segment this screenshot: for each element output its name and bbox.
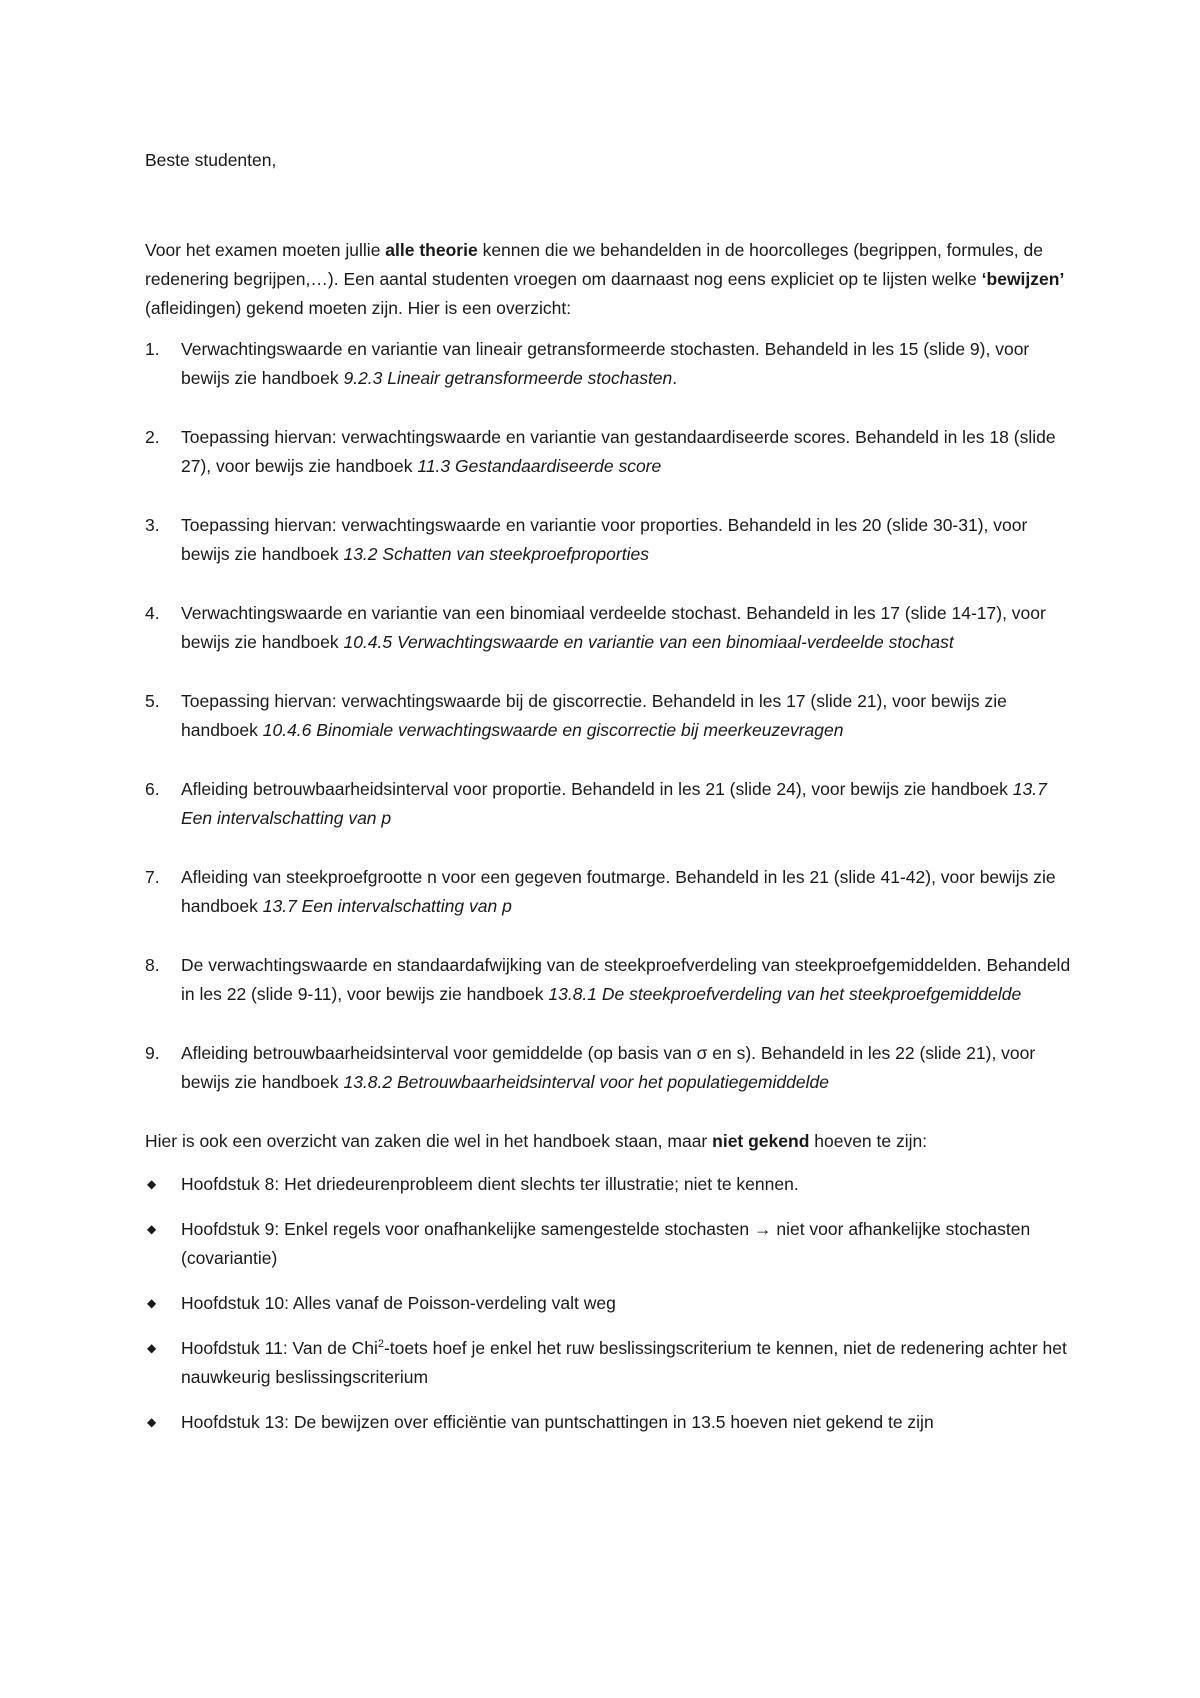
excluded-item-chapter-13: [145, 1408, 1075, 1437]
outro-text: hoeven te zijn:: [809, 1131, 928, 1151]
proof-item: [145, 511, 1075, 569]
intro-text: Voor het examen moeten jullie: [145, 240, 386, 260]
proof-text: Verwachtingswaarde en variantie van lineair getransformeerde stochasten. Behandeld in les 15 (slide 9), voor bewijs zie handboek: [181, 339, 1030, 388]
excluded-text: Hoofdstuk 10: Alles vanaf de Poisson-verdeling valt weg: [181, 1293, 616, 1313]
proof-number: 4.: [145, 603, 160, 623]
proof-tail: .: [672, 368, 678, 388]
proof-number: 9.: [145, 1043, 160, 1063]
proof-text: De verwachtingswaarde en standaardafwijking van de steekproefverdeling van steekproefgemiddelden. Behandeld in les 22 (slide 9-11), voor bewijs zie handboek: [181, 955, 1071, 1004]
diamond-bullet-icon: ◆: [147, 1177, 157, 1191]
superscript-two: 2: [377, 1338, 384, 1351]
handbook-reference: 9.2.3 Lineair getransformeerde stochasten: [343, 368, 673, 388]
intro-text: (afleidingen) gekend moeten zijn. Hier is een overzicht:: [145, 298, 572, 318]
proof-item: [145, 1039, 1075, 1097]
diamond-bullet-icon: ◆: [147, 1415, 157, 1429]
proof-item: [145, 775, 1075, 833]
intro-paragraph: [145, 236, 1075, 323]
proof-number: 5.: [145, 691, 160, 711]
handbook-reference: 13.7 Een intervalschatting van p: [262, 896, 512, 916]
handbook-reference: 10.4.6 Binomiale verwachtingswaarde en giscorrectie bij meerkeuzevragen: [262, 720, 844, 740]
handbook-reference: 13.7 Een intervalschatting van p: [181, 779, 1047, 828]
handbook-reference: 13.8.1 De steekproefverdeling van het steekproefgemiddelde: [548, 984, 1022, 1004]
proof-item: [145, 951, 1075, 1009]
outro-text: Hier is ook een overzicht van zaken die wel in het handboek staan, maar: [145, 1131, 713, 1151]
handbook-reference: 13.2 Schatten van steekproefproporties: [343, 544, 649, 564]
proof-number: 7.: [145, 867, 160, 887]
diamond-bullet-icon: ◆: [147, 1341, 157, 1355]
proof-text: Afleiding betrouwbaarheidsinterval voor gemiddelde (op basis van σ en s). Behandeld in les 22 (slide 21), voor bewijs zie handboek: [181, 1043, 1036, 1092]
proof-text: Toepassing hiervan: verwachtingswaarde en variantie voor proporties. Behandeld in les 20 (slide 30-31), voor bewijs zie handboek: [181, 515, 1028, 564]
greeting: Beste studenten,: [145, 150, 277, 170]
proof-item: [145, 687, 1075, 745]
proofs-list: [145, 335, 1075, 1097]
proof-text: Toepassing hiervan: verwachtingswaarde en variantie van gestandaardiseerde scores. Behandeld in les 18 (slide 27), voor bewijs zie handboek: [181, 427, 1056, 476]
intro-text: kennen die we behandelden in de hoorcolleges (begrippen, formules, de redenering begrijpen,…). Een aantal studenten vroegen om daarnaast nog eens expliciet op te lijsten welke: [145, 240, 1043, 289]
excluded-item-chapter-11: [145, 1334, 1075, 1392]
proof-text: Afleiding betrouwbaarheidsinterval voor proportie. Behandeld in les 21 (slide 24), voor bewijs zie handboek: [181, 779, 1013, 799]
proof-text: Toepassing hiervan: verwachtingswaarde bij de giscorrectie. Behandeld in les 17 (slide 21), voor bewijs zie handboek: [181, 691, 1007, 740]
handbook-reference: 10.4.5 Verwachtingswaarde en variantie van een binomiaal-verdeelde stochast: [343, 632, 954, 652]
intro-bold-theory: alle theorie: [385, 240, 478, 260]
document-page: [145, 146, 1075, 1453]
diamond-bullet-icon: ◆: [147, 1296, 157, 1310]
proof-number: 1.: [145, 339, 160, 359]
diamond-bullet-icon: ◆: [147, 1222, 157, 1236]
outro-bold-not-required: niet gekend: [712, 1131, 810, 1151]
handbook-reference: 13.8.2 Betrouwbaarheidsinterval voor het populatiegemiddelde: [343, 1072, 829, 1092]
proof-number: 2.: [145, 427, 160, 447]
outro-paragraph: [145, 1127, 1075, 1156]
proof-item: [145, 863, 1075, 921]
excluded-text: Hoofdstuk 8: Het driedeurenprobleem dient slechts ter illustratie; niet te kennen.: [181, 1174, 799, 1194]
proof-text: Afleiding van steekproefgrootte n voor een gegeven foutmarge. Behandeld in les 21 (slide 41-42), voor bewijs zie handboek: [181, 867, 1056, 916]
proof-number: 6.: [145, 779, 160, 799]
proof-item: [145, 599, 1075, 657]
excluded-text: -toets hoef je enkel het ruw beslissingscriterium te kennen, niet de redenering achter het nauwkeurig beslissingscriterium: [181, 1338, 1067, 1387]
excluded-item-chapter-8: [145, 1170, 1075, 1199]
intro-bold-proofs: ‘bewijzen’: [981, 269, 1065, 289]
excluded-text: Hoofdstuk 11: Van de Chi: [181, 1338, 378, 1358]
excluded-text: Hoofdstuk 13: De bewijzen over efficiëntie van puntschattingen in 13.5 hoeven niet gekend te zijn: [181, 1412, 934, 1432]
proof-text: Verwachtingswaarde en variantie van een binomiaal verdeelde stochast. Behandeld in les 17 (slide 14-17), voor bewijs zie handboek: [181, 603, 1046, 652]
excluded-text: Hoofdstuk 9: Enkel regels voor onafhankelijke samengestelde stochasten → niet voor afhankelijke stochasten (covariantie): [181, 1219, 1031, 1268]
proof-number: 3.: [145, 515, 160, 535]
proof-number: 8.: [145, 955, 160, 975]
excluded-item-chapter-10: [145, 1289, 1075, 1318]
excluded-item-chapter-9: [145, 1215, 1075, 1273]
proof-item: [145, 335, 1075, 393]
proof-item: [145, 423, 1075, 481]
handbook-reference: 11.3 Gestandaardiseerde score: [417, 456, 662, 476]
excluded-topics-list: [145, 1170, 1075, 1437]
